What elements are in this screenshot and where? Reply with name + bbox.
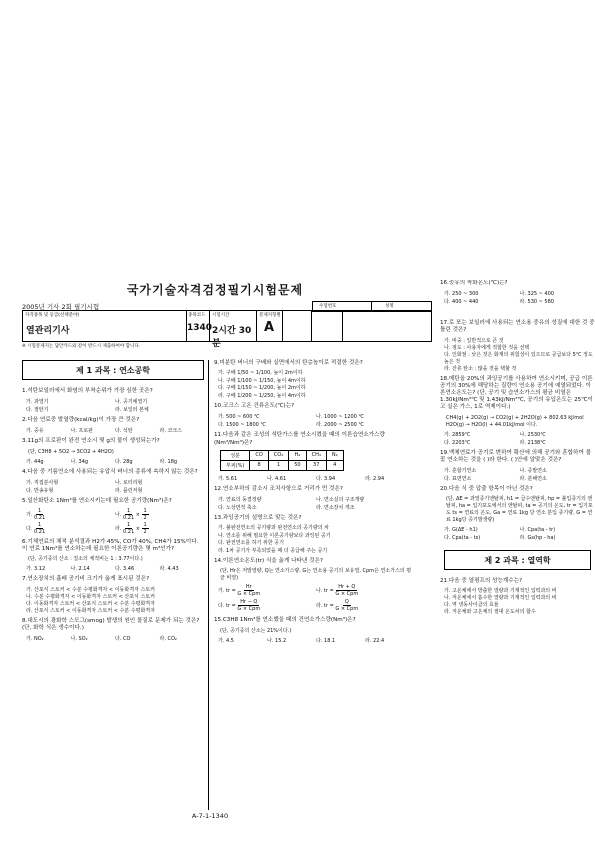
question-8: 8.대도시의 광화학 스모그(smog) 발생의 원인 물질로 문제가 되는 것은? (단, 화학 식은 생수이다.)	[22, 617, 200, 631]
option[interactable]: 나. 저온체에서 흡수한 열량과 기계적인 입력과의 비	[444, 595, 557, 602]
code-label: 종목코드	[188, 313, 206, 318]
q1-options	[26, 398, 204, 414]
document-title: 국가기술자격검정필기시험문제	[126, 283, 304, 297]
table-cell: 8	[250, 460, 268, 470]
option[interactable]: 가. NO₂	[26, 636, 44, 643]
q18-options	[444, 431, 595, 447]
q8-options	[26, 635, 204, 643]
left-column	[22, 360, 204, 646]
option[interactable]: 라. 연소장치 개조	[316, 505, 355, 512]
option[interactable]: 라. 구배 1/200 ~ 1/250, 높이 4m이하	[218, 392, 306, 399]
question-1: 1.석탄보일러에서 화염의 부착순위가 가장 심한 곳은?	[22, 388, 153, 394]
option[interactable]: 라. 530 ~ 580	[519, 299, 554, 306]
option[interactable]: 라. 1차 공기가 부족되었을 때 더 공급해 주는 공기	[218, 547, 328, 554]
option[interactable]: 라. $\frac{1}{0.21}$ × $\frac{1}{2}$	[115, 522, 147, 536]
option[interactable]: 가. 중유	[26, 428, 44, 435]
question-15: 15.C3H8 1Nm³를 연소했을 때의 건연소가스량(Nm³)은?	[214, 617, 356, 624]
option[interactable]: 나. 구배 1/100 ~ 1/150, 높이 4m이하	[218, 377, 306, 384]
q19-options	[444, 467, 595, 483]
question-14: 14.이론연소온도(tr) 식을 옳게 나타낸 것은?	[214, 558, 323, 565]
option[interactable]: 라. 22.4	[365, 637, 385, 644]
option[interactable]: 가. 불완전연소의 공기량과 완전연소의 공기량의 차	[218, 525, 329, 532]
option[interactable]: 라. 산포식 스토커 < 이동화격자 스토커 < 수분 수평화격자	[26, 607, 155, 614]
option[interactable]: 가. 3.12	[26, 566, 46, 573]
option[interactable]: 가. 연료의 동결정량	[218, 497, 262, 504]
q7-options	[26, 587, 204, 615]
time-value: 2시간 30분	[212, 326, 252, 349]
question-7: 7.연소장치의 흡배 공기비 크기가 옳게 표시된 것은?	[22, 576, 150, 583]
option[interactable]: 나. 325 ~ 400	[519, 291, 554, 298]
option[interactable]: 나. 프로판	[70, 428, 93, 435]
section-2-title: 제 2 과목 : 열역학	[444, 550, 591, 570]
option[interactable]: 가. 500 ~ 600 ℃	[218, 414, 260, 421]
option[interactable]: 라. 플런저형	[115, 487, 143, 494]
option[interactable]: 라. Gs(hp - ha)	[519, 535, 556, 542]
question-10: 10.코크스 고온 건류온도(℃)는?	[214, 403, 295, 410]
q21-options	[444, 588, 595, 616]
q13-options	[218, 525, 414, 555]
q9-options	[218, 370, 414, 400]
option[interactable]: 다. 절탄기	[26, 407, 49, 414]
option[interactable]: 나. 2.14	[70, 566, 90, 573]
q11-options	[218, 475, 414, 483]
q4-options	[26, 479, 204, 495]
q2-options	[26, 427, 204, 435]
table-cell: 부피(%)	[221, 460, 250, 470]
option[interactable]: 나. 15.2	[267, 637, 287, 644]
option[interactable]: 가. 산포식 스토커 < 수분 수평화격자 < 이동화격자 스토커	[26, 586, 155, 593]
type-value: A	[264, 320, 275, 335]
question-9: 9.미분탄 버너의 구배와 실면에서의 탄층높이로 적절한 것은?	[214, 360, 363, 366]
option[interactable]: 가. tr = $\frac{Hr}{\text{G × Cpm}}$	[218, 584, 261, 598]
q20-note: (단, ΔE = 과열증기엔탈피, h1 = 급수엔탈피, hp = 불입증기의 엔탈피, ha = 입기포도에서의 엔탈피, ta = 공기의 온도, tr = 입기포도 ts = 연료의 온도, Ga = 연료 1kg 당 연소 분입 증기량, G = 연료 1kg당 증기발생량)	[446, 496, 593, 524]
option[interactable]: 다. 역 냉동사이클의 효율	[444, 602, 499, 609]
q16-options	[444, 290, 595, 306]
option[interactable]: 다. 2203℃	[444, 439, 471, 446]
option[interactable]: 다. 1500 ~ 1800 ℃	[218, 422, 267, 429]
table-cell: 50	[289, 460, 306, 470]
question-5: 5.일산화탄소 1Nm³를 연소시키는데 필요한 공기량(Nm³)은?	[22, 497, 172, 504]
option[interactable]: 라. 2138℃	[519, 439, 546, 446]
type-label: 문제지형별	[259, 313, 281, 318]
q6-note: (단, 공기중의 산소 : 질소의 체적비는 1 : 3.77이다.)	[28, 556, 143, 563]
section-1-title: 제 1 과목 : 연소공학	[22, 360, 204, 380]
option[interactable]: 다. 노상면적 축소	[218, 505, 257, 512]
option[interactable]: 가. $\frac{1}{0.21}$	[26, 508, 46, 522]
q6-options	[26, 565, 204, 573]
table-header: CO	[250, 450, 268, 460]
option[interactable]: 가. 5.61	[218, 475, 238, 482]
middle-column	[214, 360, 414, 648]
question-20: 20.다음 식 중 압출 항목이 아닌 것은?	[440, 486, 533, 493]
time-label: 시험시간	[212, 313, 230, 318]
q18-equation-1: CH4(g) + 2O2(g) → CO2(g) + 2H2O(g) + 802.63 kJ/mol	[446, 414, 584, 421]
question-13: 13.과잉공기의 설명으로 맞는 것은?	[214, 515, 302, 522]
qualification-value: 열관리기사	[26, 326, 70, 336]
option[interactable]: 다. 석탄	[115, 428, 133, 435]
option[interactable]: 가. 직접분사형	[26, 479, 59, 486]
option[interactable]: 가. 훈합기연소	[444, 468, 477, 475]
option[interactable]: 다. 3.46	[115, 566, 135, 573]
qualification-label: 자격종목 및 등급(선택분야)	[25, 313, 80, 318]
table-header: 성분	[221, 450, 250, 460]
question-4: 4.다음 중 기름연소에 사용되는 유압식 버너의 종류에 속하지 않는 것은?	[22, 468, 198, 475]
option[interactable]: 다. $\frac{1}{0.21}$	[26, 522, 46, 536]
q20-options	[444, 526, 595, 542]
option[interactable]: 나. $\frac{1}{0.21}$ × $\frac{1}{2}$	[115, 508, 147, 522]
question-16: 16.중유의 착화온도(℃)는?	[440, 280, 508, 286]
option[interactable]: 라. 저온체와 고온체의 절대 온도차의 합수	[444, 609, 536, 616]
q18-equation-2: H2O(g) → H2O(l) + 44.01kJ/mol 이다.	[446, 421, 538, 428]
submission-note: ※ 시험문제지는 답안카드와 같이 반드시 제출하여야 합니다.	[22, 344, 141, 349]
option[interactable]: 라. 2.94	[365, 475, 385, 482]
question-19: 19.액체연료가 공기로 변하여 확산에 의해 공기와 혼합하여 불꽃 연소하는 것을 ( )라 한다. ( )안에 알맞은 것은?	[440, 449, 592, 463]
option[interactable]: 나. 연소를 위해 필요한 이론공기량보다 과잉된 공기	[218, 532, 331, 539]
gas-composition-table	[220, 450, 344, 471]
option[interactable]: 가. 과열기	[26, 399, 49, 406]
option[interactable]: 나. 1000 ~ 1200 ℃	[316, 414, 365, 421]
q5-options	[26, 508, 204, 536]
q3-options	[26, 458, 204, 466]
question-2: 2.다음 연료중 발열량(kcal/kg)이 가장 큰 것은?	[22, 417, 140, 424]
q15-options	[218, 637, 414, 645]
option[interactable]: 가. 고온체에서 방출한 열량과 기계적인 입력과의 비	[444, 588, 557, 595]
option[interactable]: 다. 구배 1/150 ~ 1/200, 높이 2m이하	[218, 385, 306, 392]
q15-note: (단, 공기중의 산소는 21%이다.)	[220, 627, 292, 634]
option[interactable]: 나. 2530℃	[519, 431, 546, 438]
option[interactable]: 라. tr = $\frac{Q}{\text{G × Cpm}}$	[316, 599, 359, 613]
table-header: N₂	[326, 450, 343, 460]
table-cell: 37	[306, 460, 326, 470]
option[interactable]: 나. 34g	[70, 458, 89, 465]
code-value: 1340	[187, 323, 213, 333]
table-header: CO₂	[268, 450, 288, 460]
option[interactable]: 나. 공기예열기	[115, 399, 148, 406]
option[interactable]: 나. Cpa(ta - tr)	[519, 527, 556, 534]
question-12: 12.연소부하의 감소시 조치사항으로 거리가 먼 것은?	[214, 485, 343, 492]
option[interactable]: 가. 250 ~ 300	[444, 291, 479, 298]
q10-options	[218, 413, 414, 429]
question-11: 11.다음과 같은 조성의 석탄가스를 연소시켰을 때의 이론습연소가스량(Nm³/Nm³)은?	[214, 432, 385, 446]
table-header: H₂	[289, 450, 306, 460]
q3-note: (단, C3H8 + 5O2 → 3CO2 + 4H2O)	[28, 448, 114, 455]
option[interactable]: 가. 구배 1/50 ~ 1/100, 높이 2m이하	[218, 370, 303, 377]
question-21: 21.다음 중 열평프의 성능계수는?	[440, 578, 523, 585]
option[interactable]: 다. 3.94	[316, 475, 336, 482]
option[interactable]: 라. 보일러 본체	[115, 407, 149, 414]
q14-options	[218, 584, 414, 614]
option[interactable]: 나. SO₂	[70, 636, 88, 643]
option[interactable]: 가. 4.5	[218, 637, 234, 644]
option[interactable]: 라. 잔류 탄소 : 많을 것을 택할 것	[444, 365, 517, 372]
option[interactable]: 나. 수분 수평화격자 < 이동화격자 스토커 < 산포식 스토커	[26, 593, 155, 600]
option[interactable]: 나. 로터리형	[115, 479, 143, 486]
option[interactable]: 나. tr = $\frac{Hr + Q}{\text{G × Cpm}}$	[316, 584, 359, 598]
table-cell: 4	[326, 460, 343, 470]
option[interactable]: 다. 표면연소	[444, 476, 472, 483]
question-18: 18.메탄올 20%의 과잉공기를 사용하여 연소시키며, 공급 이론 공기의 30%에 해당하는 질량이 연소용 공기에 예열되었다. 이론연소온도는? (단, 공기 및 습연소가스의 평균 비열은 1.30kJ/Nm³℃ 및 1.43kJ/Nm³℃, 공기의 유입온도는 25℃이고 실은 가스, 1로 역제이다.)	[440, 375, 593, 411]
option[interactable]: 다. 18.1	[316, 637, 336, 644]
option[interactable]: 라. 코크스	[159, 428, 182, 435]
exam-number-label: 수험번호	[319, 304, 337, 309]
option[interactable]: 다. 400 ~ 440	[444, 299, 479, 306]
q17-options	[444, 338, 595, 373]
option[interactable]: 나. 연소실의 구조개량	[316, 497, 365, 504]
option[interactable]: 가. G(ΔE - h1)	[444, 527, 478, 534]
table-cell: 1	[268, 460, 288, 470]
option[interactable]: 라. 분해연소	[519, 476, 547, 483]
option[interactable]: 가. 44g	[26, 458, 44, 465]
option[interactable]: 가. 비중 : 일반적으로 큰 것	[444, 337, 504, 344]
option[interactable]: 나. 증발연소	[519, 468, 547, 475]
option[interactable]: 다. Cpa(ta - ts)	[444, 535, 481, 542]
column-divider	[208, 360, 209, 810]
table-header: CH₄	[306, 450, 326, 460]
right-column	[440, 280, 595, 750]
option[interactable]: 다. 28g	[115, 458, 133, 465]
option[interactable]: 다. CO	[115, 636, 131, 643]
option[interactable]: 나. 4.61	[267, 475, 287, 482]
question-3: 3.11g의 프로판이 완전 연소시 몇 g의 물이 생성되는가?	[22, 438, 160, 445]
option[interactable]: 가. 2859℃	[444, 431, 471, 438]
option[interactable]: 다. tr = $\frac{Hr - Q}{\text{G × Cpm}}$	[218, 599, 261, 613]
name-label: 성명	[385, 304, 394, 309]
option[interactable]: 다. 이동화격자 스토커 < 산포식 스토커 < 수분 수평화격자	[26, 600, 155, 607]
option[interactable]: 라. 4.43	[159, 566, 179, 573]
option[interactable]: 나. 점도 : 사용자에게 적합한 것을 선택	[444, 344, 530, 351]
option[interactable]: 라. 18g	[159, 458, 178, 465]
question-6: 6.기체연료의 체적 분석결과 H2가 45%, CO가 40%, CH4가 15%이다. 이 연료 1Nm³를 연소하는데 필요한 이론공기량은 몇 m³인가?	[22, 539, 199, 553]
option[interactable]: 라. 2000 ~ 2500 ℃	[316, 422, 365, 429]
q12-options	[218, 496, 414, 512]
page-footer: A-7-1-1340	[191, 812, 229, 820]
q14-note: (단, Hr은 저발열량, Q는 연소가스량, G는 연소용 공기의 보유열, Cpm은 연소가스의 평균 비열)	[220, 568, 412, 582]
option[interactable]: 다. 인화점 : 낮은 것은 화재의 위험성이 있으므로 공급보다 5℃ 정도 높은 것	[444, 351, 593, 365]
question-17: 17.로 또는 보일러에 사용되는 연소용 중유의 성질에 대한 것 중 틀린 것은?	[440, 320, 595, 334]
exam-subtitle: 2005년 기사 2회 필기시험	[22, 303, 100, 311]
option[interactable]: 다. 완전연소를 하기 위한 공기	[218, 540, 284, 547]
option[interactable]: 다. 반송유형	[26, 487, 54, 494]
option[interactable]: 라. CO₂	[159, 636, 177, 643]
